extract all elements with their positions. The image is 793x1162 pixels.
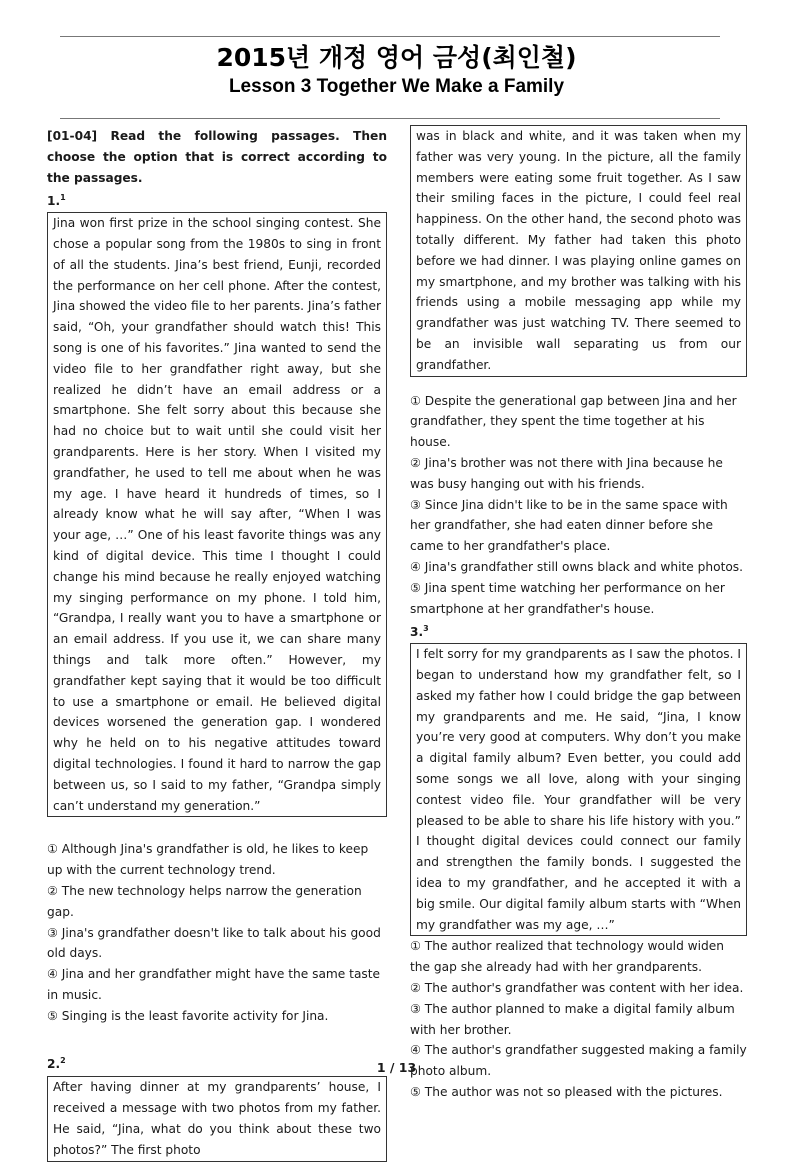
lesson-subtitle: Lesson 3 Together We Make a Family (228, 76, 565, 97)
question-2-passage-start: After having dinner at my grandparents’ house, I received a message with two photos from my father. He said, “Jina, what do you think about these two photos?” The first photo (53, 1080, 381, 1157)
q3-option-4: ④ The author's grandfather suggested making a family photo album. (410, 1043, 747, 1079)
right-column (410, 125, 747, 1103)
q1-option-2: ② The new technology helps narrow the generation gap. (47, 883, 362, 919)
instruction: [01-04] Read the following passages. Then choose the option that is correct according to the passages. (47, 129, 387, 185)
question-1-number: 1. (47, 194, 61, 209)
left-column (47, 126, 387, 1162)
q1-option-1: ① Although Jina's grandfather is old, he likes to keep up with the current technology trend. (47, 842, 369, 878)
question-1-passage-box (47, 212, 387, 817)
q1-option-3: ③ Jina's grandfather doesn't like to talk about his good old days. (47, 925, 381, 961)
question-3-passage-box (410, 643, 747, 936)
q2-option-2: ② Jina's brother was not there with Jina because he was busy hanging out with his friends. (410, 455, 723, 491)
q3-option-1: ① The author realized that technology would widen the gap she already had with her grandparents. (410, 939, 724, 975)
top-rule (60, 36, 720, 37)
page-number: 1 / 13 (376, 1060, 417, 1075)
q2-option-5: ⑤ Jina spent time watching her performance on her smartphone at her grandfather's house. (410, 580, 725, 616)
question-2-footnote: 2 (60, 1055, 66, 1065)
page-title: 2015년 개정 영어 금성(최인철) (216, 43, 577, 72)
question-3-footnote: 3 (423, 624, 429, 634)
question-2-passage-cont: was in black and white, and it was taken when my father was very young. In the picture, all the family members were eating some fruit together. As I saw their smiling faces in the picture, I could feel real happiness. On the other hand, the second photo was totally different. My father had taken this photo before we had dinner. I was playing online games on my smartphone, and my brother was talking with his friends using a mobile messaging app while my grandfather was just watching TV. There seemed to be an invisible wall separating us from our grandfather. (416, 129, 741, 372)
q2-option-3: ③ Since Jina didn't like to be in the same space with her grandfather, she had eaten dinner before she came to her grandfather's place. (410, 497, 728, 554)
question-2-number: 2. (47, 1056, 61, 1071)
question-2-passage-box-start (47, 1076, 387, 1161)
q3-option-2: ② The author's grandfather was content with her idea. (410, 980, 744, 995)
q1-option-4: ④ Jina and her grandfather might have the same taste in music. (47, 967, 381, 1002)
q2-option-1: ① Despite the generational gap between Jina and her grandfather, they spent the time together at his house. (410, 393, 737, 450)
question-3-heading (410, 619, 747, 643)
question-2-passage-box-cont (410, 125, 747, 377)
question-1-heading (47, 188, 387, 212)
q3-option-5: ⑤ The author was not so pleased with the pictures. (410, 1084, 723, 1099)
question-1-footnote: 1 (60, 193, 66, 203)
question-1-passage: Jina won first prize in the school singing contest. She chose a popular song from the 1980s to sing in front of all the students. Jina’s best friend, Eunji, recorded the performance on her cell phone. After the contest, Jina showed the video file to her parents. Jina’s father said, “Oh, your grandfather should watch this! This song is one of his favorites.” Jina wanted to send the video file to her grandfather right away, but she realized he didn’t have an email address or a smartphone. She felt sorry about this because she had no choice but to wait until she could visit her grandparents. Here is her story. When I visited my grandfather, he used to tell me about when he was my age. I have heard it hundreds of times, so I already know what he will say after, “When I was your age, …” One of his least favorite things was any kind of digital device. This time I thought I could change his mind because he really enjoyed watching my singing performance on my phone. I told him, “Grandpa, I really want you to have a smartphone or an email address. If you use it, we can share many things and talk more often.” However, my grandfather kept saying that it would be too difficult to use a smartphone or email. He believed digital devices worsened the generation gap. I wondered why he held on to his negative attitudes toward digital technologies. I found it hard to narrow the gap between us, so I said to my father, “Grandpa simply can’t understand my generation.” (53, 216, 381, 813)
q3-option-3: ③ The author planned to make a digital family album with her brother. (410, 1001, 735, 1037)
question-3-number: 3. (410, 625, 424, 640)
q1-option-5: ⑤ Singing is the least favorite activity for Jina. (47, 1008, 329, 1023)
header-rule (60, 118, 720, 119)
q2-option-4: ④ Jina's grandfather still owns black and white photos. (410, 559, 744, 574)
question-3-passage: I felt sorry for my grandparents as I saw the photos. I began to understand how my grandfather felt, so I asked my father how I could bridge the gap between my grandparents and me. He said, “Jina, I know you’re very good at computers. Why don’t you make a digital family album? Even better, you could add some songs we all love, along with your singing contest video file. Your grandfather will be very pleased to be able to share his life history with you.” I thought digital devices could connect our family and strengthen the family bonds. I suggested the idea to my grandfather, and he accepted it with a big smile. Our digital family album starts with “When my grandfather was my age, …” (416, 647, 741, 932)
